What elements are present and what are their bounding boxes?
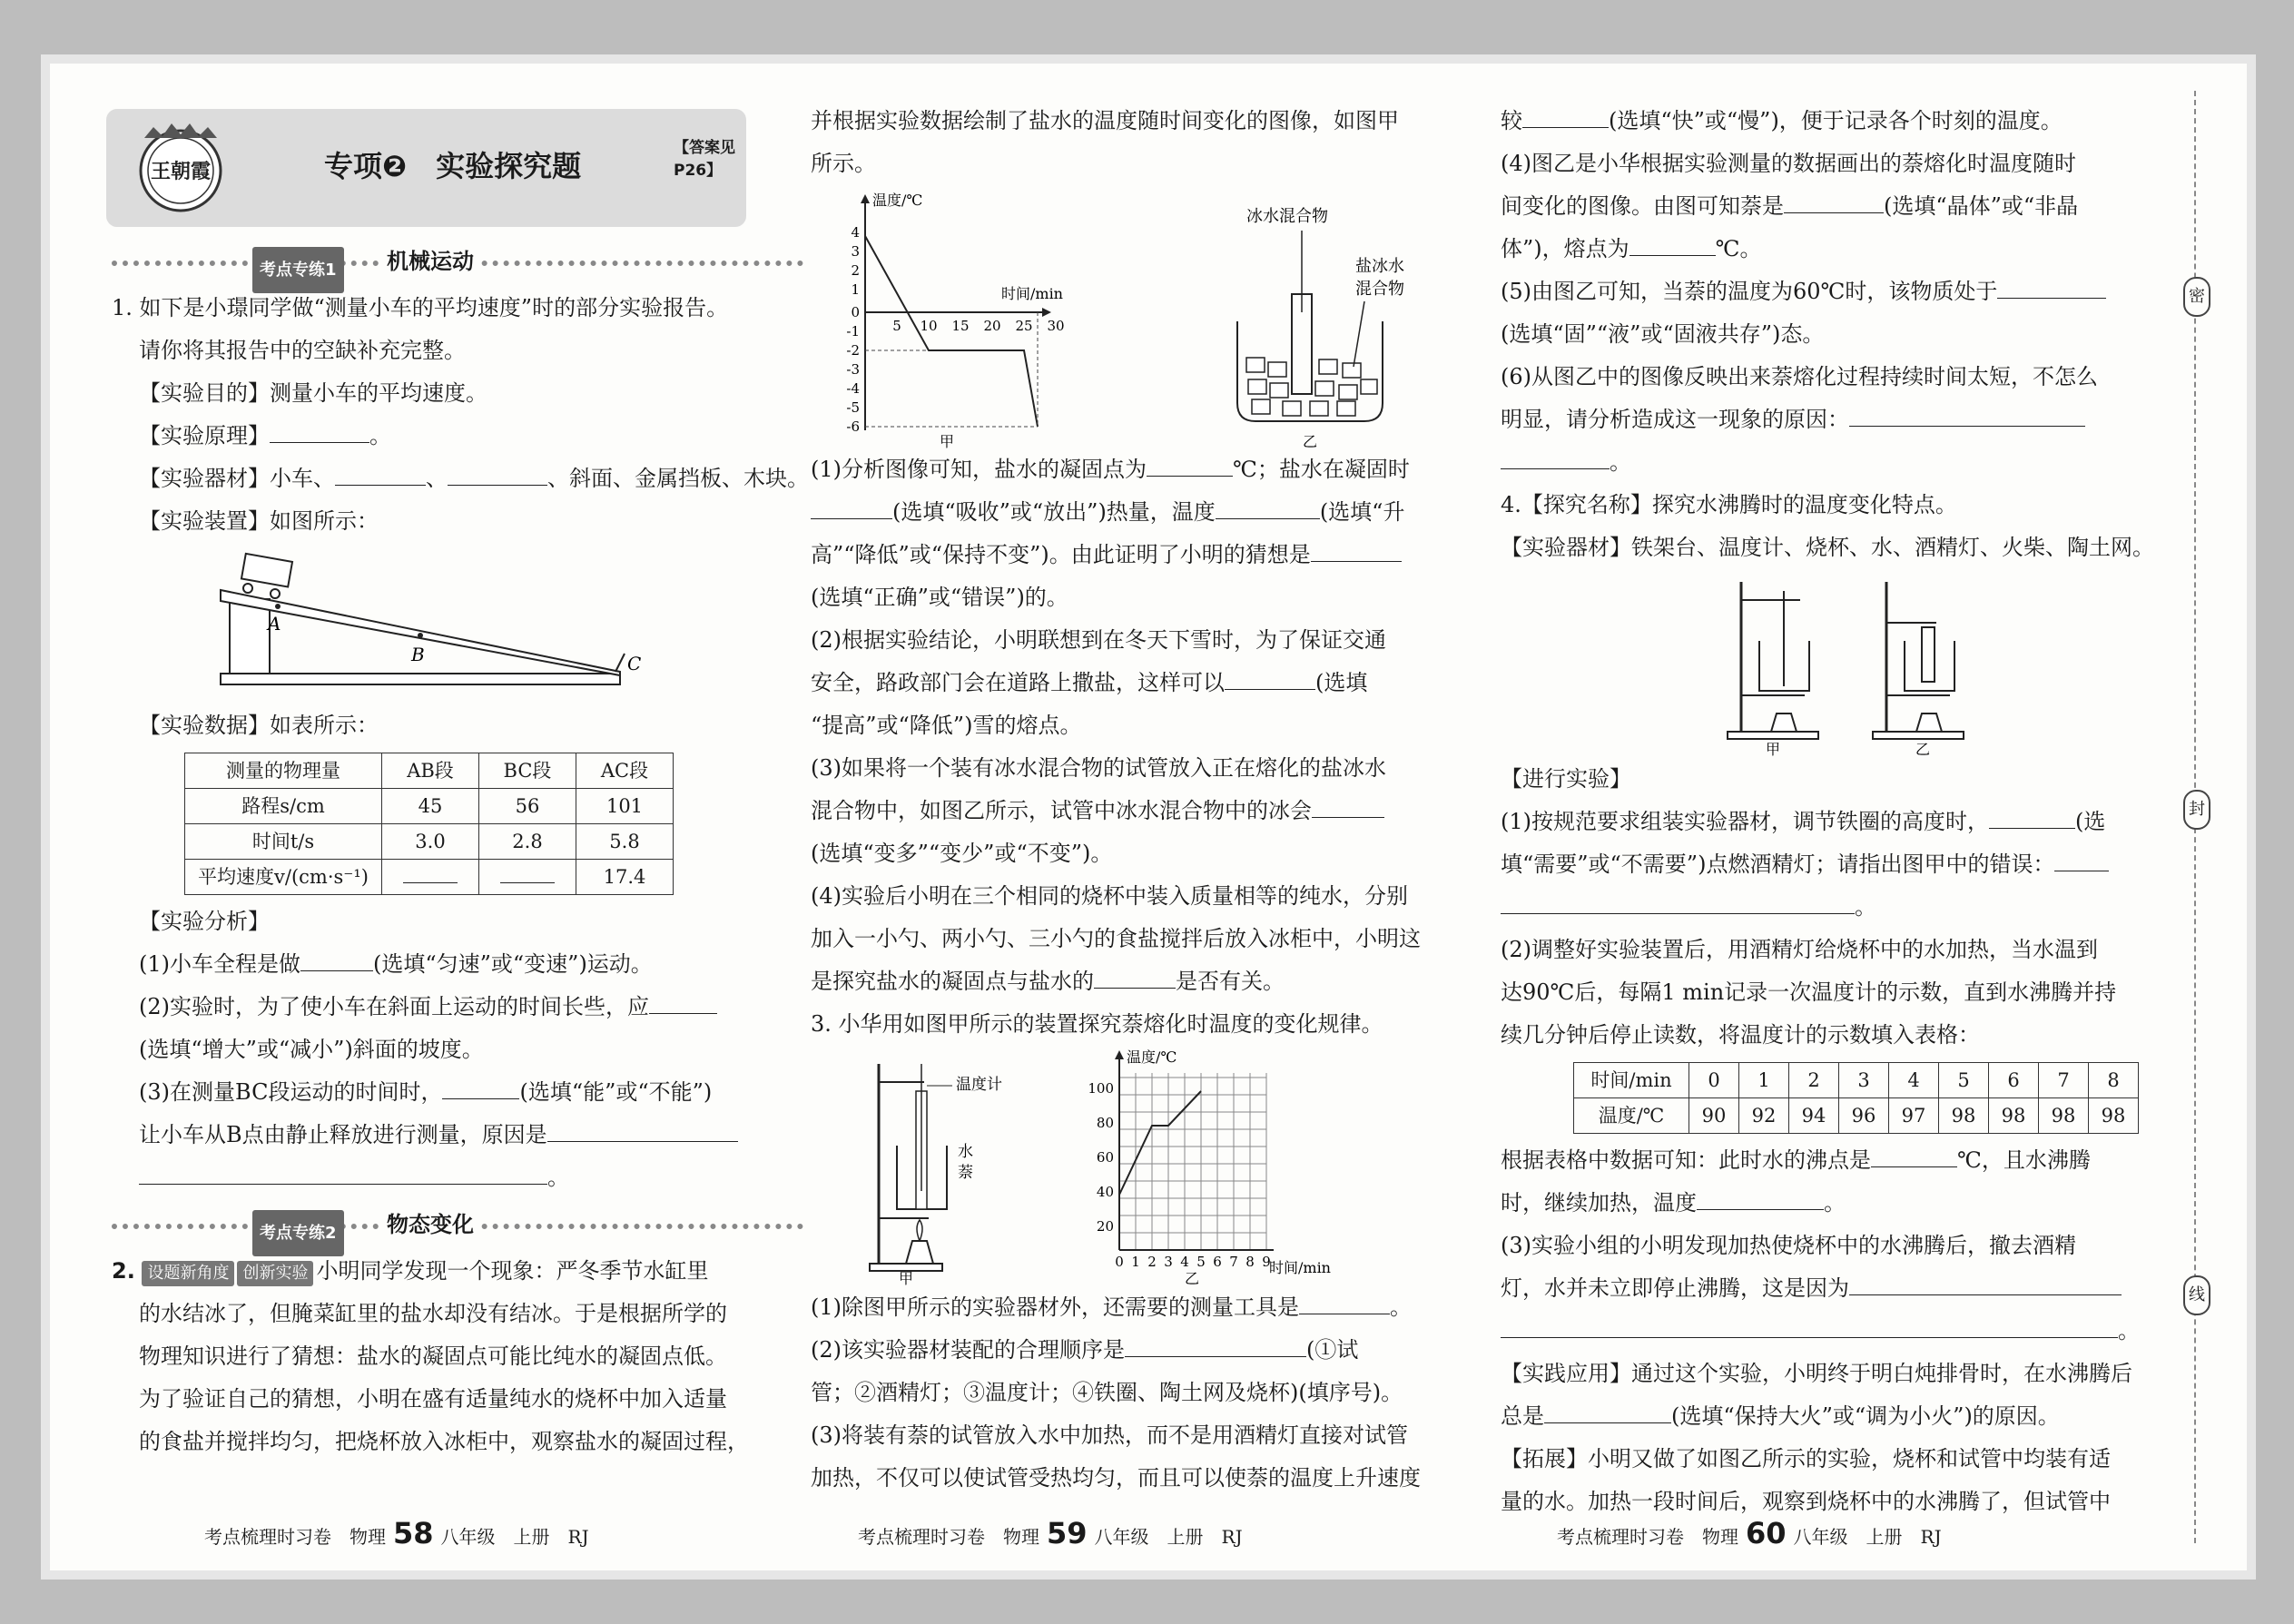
- q2-line: 的食盐并搅拌均匀，把烧杯放入冰柜中，观察盐水的凝固过程，: [139, 1429, 749, 1454]
- q1-line: 。: [112, 1156, 803, 1199]
- point-label-c: C: [627, 653, 642, 674]
- svg-text:-5: -5: [846, 399, 860, 416]
- q2-line: 安全，路政部门会在道路上撒盐，这样可以 (选填: [811, 662, 1487, 704]
- q3-line: 管；②酒精灯；③温度计；④铁圈、陶土网及烧杯)(填序号)。: [811, 1380, 1403, 1405]
- q4-line: 续几分钟后停止读数，将温度计的示数填入表格：: [1501, 1022, 1980, 1048]
- q4-line: 。: [1501, 886, 2168, 929]
- svg-text:10: 10: [920, 318, 938, 334]
- topic-banner-1: [112, 243, 803, 280]
- q1-line: 【实验器材】小车、 、 、斜面、金属挡板、木块。: [112, 458, 803, 500]
- q2-line: (2)根据实验结论，小明联想到在冬天下雪时，为了保证交通: [811, 627, 1386, 653]
- binding-mark: 封: [2183, 790, 2210, 830]
- svg-text:20: 20: [1096, 1218, 1114, 1235]
- q4-line: 量的水。加热一段时间后，观察到烧杯中的水沸腾了，但试管中: [1501, 1489, 2111, 1514]
- q1-line: (1)小车全程是做 (选填“匀速”或“变速”)运动。: [112, 943, 803, 986]
- svg-text:混合物: 混合物: [1355, 280, 1404, 299]
- svg-text:甲: 甲: [898, 1270, 914, 1287]
- naphthalene-melting-graph: [1083, 1046, 1355, 1286]
- svg-text:30: 30: [1047, 318, 1065, 334]
- q3-figures: [811, 1046, 1487, 1286]
- point-label-b: B: [411, 644, 425, 665]
- svg-text:40: 40: [1096, 1184, 1114, 1200]
- q4-line: 【拓展】小明又做了如图乙所示的实验，烧杯和试管中均装有适: [1501, 1446, 2111, 1471]
- svg-text:-1: -1: [846, 323, 860, 340]
- q4-line: 【实验器材】铁架台、温度计、烧杯、水、酒精灯、火柴、陶土网。: [1501, 535, 2154, 560]
- q4-line: 灯，水并未立即停止沸腾，这是因为: [1501, 1267, 2168, 1310]
- q4-line: (2)调整好实验装置后，用酒精灯给烧杯中的水加热，当水温到: [1501, 937, 2098, 962]
- q2-line: 并根据实验数据绘制了盐水的温度随时间变化的图像，如图甲: [811, 108, 1399, 133]
- column-middle: [811, 100, 1487, 1500]
- speed-data-table: 测量的物理量 AB段 BC段 AC段 路程s/cm 45 56 101 时间t/s 3.0 2.8 5.8 平均速度v/(cm·s⁻¹) 17.4: [184, 753, 674, 895]
- q2-line: “提高”或“降低”)雪的熔点。: [811, 713, 1082, 738]
- q1-line: 请你将其报告中的空缺补充完整。: [139, 338, 466, 363]
- q1-line: 【实验数据】如表所示：: [139, 713, 379, 738]
- q3-line: (6)从图乙中的图像反映出来萘熔化过程持续时间太短，不怎么: [1501, 364, 2098, 389]
- svg-text:3: 3: [851, 243, 860, 260]
- column-left: [112, 236, 809, 1463]
- q2-line: 为了验证自己的猜想，小明在盛有适量纯水的烧杯中加入适量: [139, 1386, 727, 1412]
- svg-text:0: 0: [851, 304, 860, 320]
- q2-line: (4)实验后小明在三个相同的烧杯中装入质量相等的纯水，分别: [811, 883, 1408, 909]
- topic-tag: 考点专练2: [252, 1210, 344, 1256]
- svg-text:王朝霞: 王朝霞: [150, 160, 212, 183]
- q3-line: 。: [1501, 441, 2168, 484]
- answer-reference: 【答案见 P26】: [674, 139, 735, 180]
- q3-line: (1)除图甲所示的实验器材外，还需要的测量工具是 。: [811, 1286, 1487, 1329]
- q3-line: 间变化的图像。由图可知萘是 (选填“晶体”或“非晶: [1501, 185, 2168, 228]
- svg-text:2: 2: [851, 262, 860, 279]
- q3-line: 体”)，熔点为 ℃。: [1501, 228, 2168, 271]
- svg-text:甲: 甲: [939, 433, 955, 450]
- svg-text:1: 1: [1131, 1254, 1140, 1270]
- svg-text:4: 4: [1180, 1254, 1189, 1270]
- q3-line: (选填“固”“液”或“固液共存”)态。: [1501, 321, 1825, 347]
- q3-line: (5)由图乙可知，当萘的温度为60℃时，该物质处于: [1501, 271, 2168, 313]
- q4-line: 。: [1501, 1310, 2168, 1353]
- q2-line: 加入一小勺、两小勺、三小勺的食盐搅拌后放入冰柜中，小明这: [811, 926, 1421, 951]
- q4-line: 时，继续加热，温度 。: [1501, 1182, 2168, 1225]
- svg-text:80: 80: [1096, 1115, 1114, 1131]
- page-sheet: [50, 64, 2247, 1570]
- svg-text:60: 60: [1096, 1149, 1114, 1166]
- q3-line: (4)图乙是小华根据实验测量的数据画出的萘熔化时温度随时: [1501, 151, 2076, 176]
- q4-line: 达90℃后，每隔1 min记录一次温度计的示数，直到水沸腾并持: [1501, 979, 2117, 1005]
- q4-line: 根据表格中数据可知：此时水的沸点是 ℃，且水沸腾: [1501, 1139, 2168, 1182]
- q2-line: (选填“正确”或“错误”)的。: [811, 585, 1068, 610]
- q1-line: 【实验目的】测量小车的平均速度。: [139, 380, 487, 406]
- q3-line: (3)将装有萘的试管放入水中加热，而不是用酒精灯直接对试管: [811, 1422, 1408, 1448]
- q2-line: (选填“吸收”或“放出”)热量，温度 (选填“升: [811, 491, 1487, 534]
- svg-text:8: 8: [1245, 1254, 1255, 1270]
- svg-text:3: 3: [1164, 1254, 1173, 1270]
- svg-text:-6: -6: [846, 418, 860, 435]
- publisher-logo-icon: [126, 118, 235, 218]
- svg-text:甲: 甲: [1765, 741, 1781, 758]
- q4-line: 【进行实验】: [1501, 766, 1631, 792]
- svg-text:温度计: 温度计: [956, 1076, 1002, 1094]
- svg-text:-4: -4: [846, 380, 860, 397]
- section-header: [106, 109, 746, 227]
- svg-text:6: 6: [1213, 1254, 1222, 1270]
- q2-line: 的水结冰了，但腌菜缸里的盐水却没有结冰。于是根据所学的: [139, 1301, 727, 1326]
- q1-line: 【实验装置】如图所示：: [139, 508, 379, 534]
- q4-line: (3)实验小组的小明发现加热使烧杯中的水沸腾后，撤去酒精: [1501, 1233, 2076, 1258]
- svg-text:9: 9: [1262, 1254, 1271, 1270]
- binding-mark: 线: [2183, 1275, 2210, 1315]
- q2-line: 物理知识进行了猜想：盐水的凝固点可能比纯水的凝固点低。: [139, 1343, 727, 1369]
- page-footer: 考点梳理时习卷 物理 58 八年级 上册 RJ: [204, 1516, 589, 1550]
- q2-line: 所示。: [811, 151, 876, 176]
- incline-apparatus-figure: [112, 546, 802, 701]
- q2-line: (3)如果将一个装有冰水混合物的试管放入正在熔化的盐冰水: [811, 755, 1386, 781]
- q4-line: 总是 (选填“保持大火”或“调为小火”)的原因。: [1501, 1395, 2168, 1438]
- svg-text:乙: 乙: [1915, 741, 1931, 758]
- q2-line: 2. 设题新角度 创新实验 小明同学发现一个现象：严冬季节水缸里: [112, 1250, 803, 1293]
- svg-text:5: 5: [1196, 1254, 1206, 1270]
- topic-name: 物态变化: [379, 1204, 481, 1246]
- binding-mark: 密: [2183, 277, 2210, 317]
- q1-line: (2)实验时，为了使小车在斜面上运动的时间长些，应: [112, 986, 803, 1029]
- svg-text:25: 25: [1015, 318, 1033, 334]
- q4-line: 填“需要”或“不需要”)点燃酒精灯；请指出图甲中的错误：: [1501, 843, 2168, 886]
- svg-text:100: 100: [1088, 1080, 1114, 1097]
- svg-text:乙: 乙: [1184, 1270, 1200, 1287]
- svg-text:15: 15: [951, 318, 970, 334]
- q1-line: 1. 如下是小璟同学做“测量小车的平均速度”时的部分实验报告。: [112, 295, 729, 320]
- q1-line: (选填“增大”或“减小”)斜面的坡度。: [139, 1037, 484, 1062]
- svg-text:2: 2: [1147, 1254, 1157, 1270]
- q3-line: (2)该实验器材装配的合理顺序是 (①试: [811, 1329, 1487, 1372]
- q2-figures: [811, 185, 1487, 448]
- svg-text:5: 5: [892, 318, 901, 334]
- tag-chip: 设题新角度: [142, 1261, 234, 1286]
- svg-text:冰水混合物: 冰水混合物: [1246, 207, 1328, 226]
- q4-line: (1)按规范要求组装实验器材，调节铁圈的高度时， (选: [1501, 801, 2168, 843]
- svg-text:0: 0: [1115, 1254, 1124, 1270]
- point-label-a: A: [268, 613, 281, 635]
- column-right: [1501, 100, 2168, 1523]
- topic-tag: 考点专练1: [252, 247, 344, 293]
- svg-text:1: 1: [851, 281, 860, 298]
- q2-line: 是探究盐水的凝固点与盐水的 是否有关。: [811, 960, 1487, 1003]
- svg-text:20: 20: [983, 318, 1001, 334]
- svg-text:-3: -3: [846, 361, 860, 378]
- svg-text:时间/min: 时间/min: [1001, 285, 1063, 302]
- tag-chip: 创新实验: [237, 1261, 313, 1286]
- q3-line: 明显，请分析造成这一现象的原因：: [1501, 399, 2168, 441]
- q2-line: (选填“变多”“变少”或“不变”)。: [811, 841, 1113, 866]
- svg-text:温度/℃: 温度/℃: [872, 192, 923, 209]
- boiling-data-table: 时间/min 0 1 2 3 4 5 6 7 8 温度/℃ 90 92 94 96 97 98 98 98 98: [1573, 1062, 2139, 1134]
- q1-line: 【实验原理】 。: [112, 415, 803, 458]
- q4-line: 4.【探究名称】探究水沸腾时的温度变化特点。: [1501, 492, 1957, 517]
- svg-text:乙: 乙: [1302, 433, 1318, 450]
- svg-text:萘: 萘: [958, 1164, 973, 1182]
- q3-line: 加热，不仅可以使试管受热均匀，而且可以使萘的温度上升速度: [811, 1465, 1421, 1491]
- naphthalene-apparatus-figure: [856, 1046, 1038, 1286]
- svg-text:-2: -2: [846, 342, 860, 359]
- svg-text:时间/min: 时间/min: [1269, 1259, 1331, 1276]
- saltwater-cooling-graph: [829, 185, 1065, 450]
- page-footer: 考点梳理时习卷 物理 59 八年级 上册 RJ: [858, 1516, 1243, 1550]
- q1-line: 让小车从B点由静止释放进行测量，原因是: [112, 1114, 803, 1156]
- q2-line: 混合物中，如图乙所示，试管中冰水混合物中的冰会: [811, 790, 1487, 832]
- svg-text:水: 水: [958, 1143, 973, 1161]
- q1-line: (3)在测量BC段运动的时间时， (选填“能”或“不能”): [112, 1071, 803, 1114]
- ice-salt-beaker-figure: [1228, 185, 1464, 448]
- q1-line: 【实验分析】: [139, 909, 270, 934]
- svg-text:4: 4: [851, 224, 860, 241]
- q3-line: 3. 小华用如图甲所示的装置探究萘熔化时温度的变化规律。: [811, 1011, 1383, 1037]
- page-footer: 考点梳理时习卷 物理 60 八年级 上册 RJ: [1557, 1516, 1942, 1550]
- svg-text:温度/℃: 温度/℃: [1127, 1048, 1177, 1066]
- q3-line: 较 (选填“快”或“慢”)，便于记录各个时刻的温度。: [1501, 100, 2168, 143]
- page-title: 专项❷ 实验探究题: [324, 149, 582, 183]
- svg-text:盐冰水: 盐冰水: [1355, 257, 1404, 276]
- boiling-apparatus-figure: [1718, 573, 2009, 758]
- q2-line: 高”“降低”或“保持不变”)。由此证明了小明的猜想是: [811, 534, 1487, 576]
- q2-line: (1)分析图像可知，盐水的凝固点为 ℃；盐水在凝固时: [811, 448, 1487, 491]
- topic-name: 机械运动: [379, 241, 481, 283]
- svg-text:7: 7: [1229, 1254, 1238, 1270]
- q4-line: 【实践应用】通过这个实验，小明终于明白炖排骨时，在水沸腾后: [1501, 1361, 2132, 1386]
- topic-banner-2: [112, 1206, 803, 1243]
